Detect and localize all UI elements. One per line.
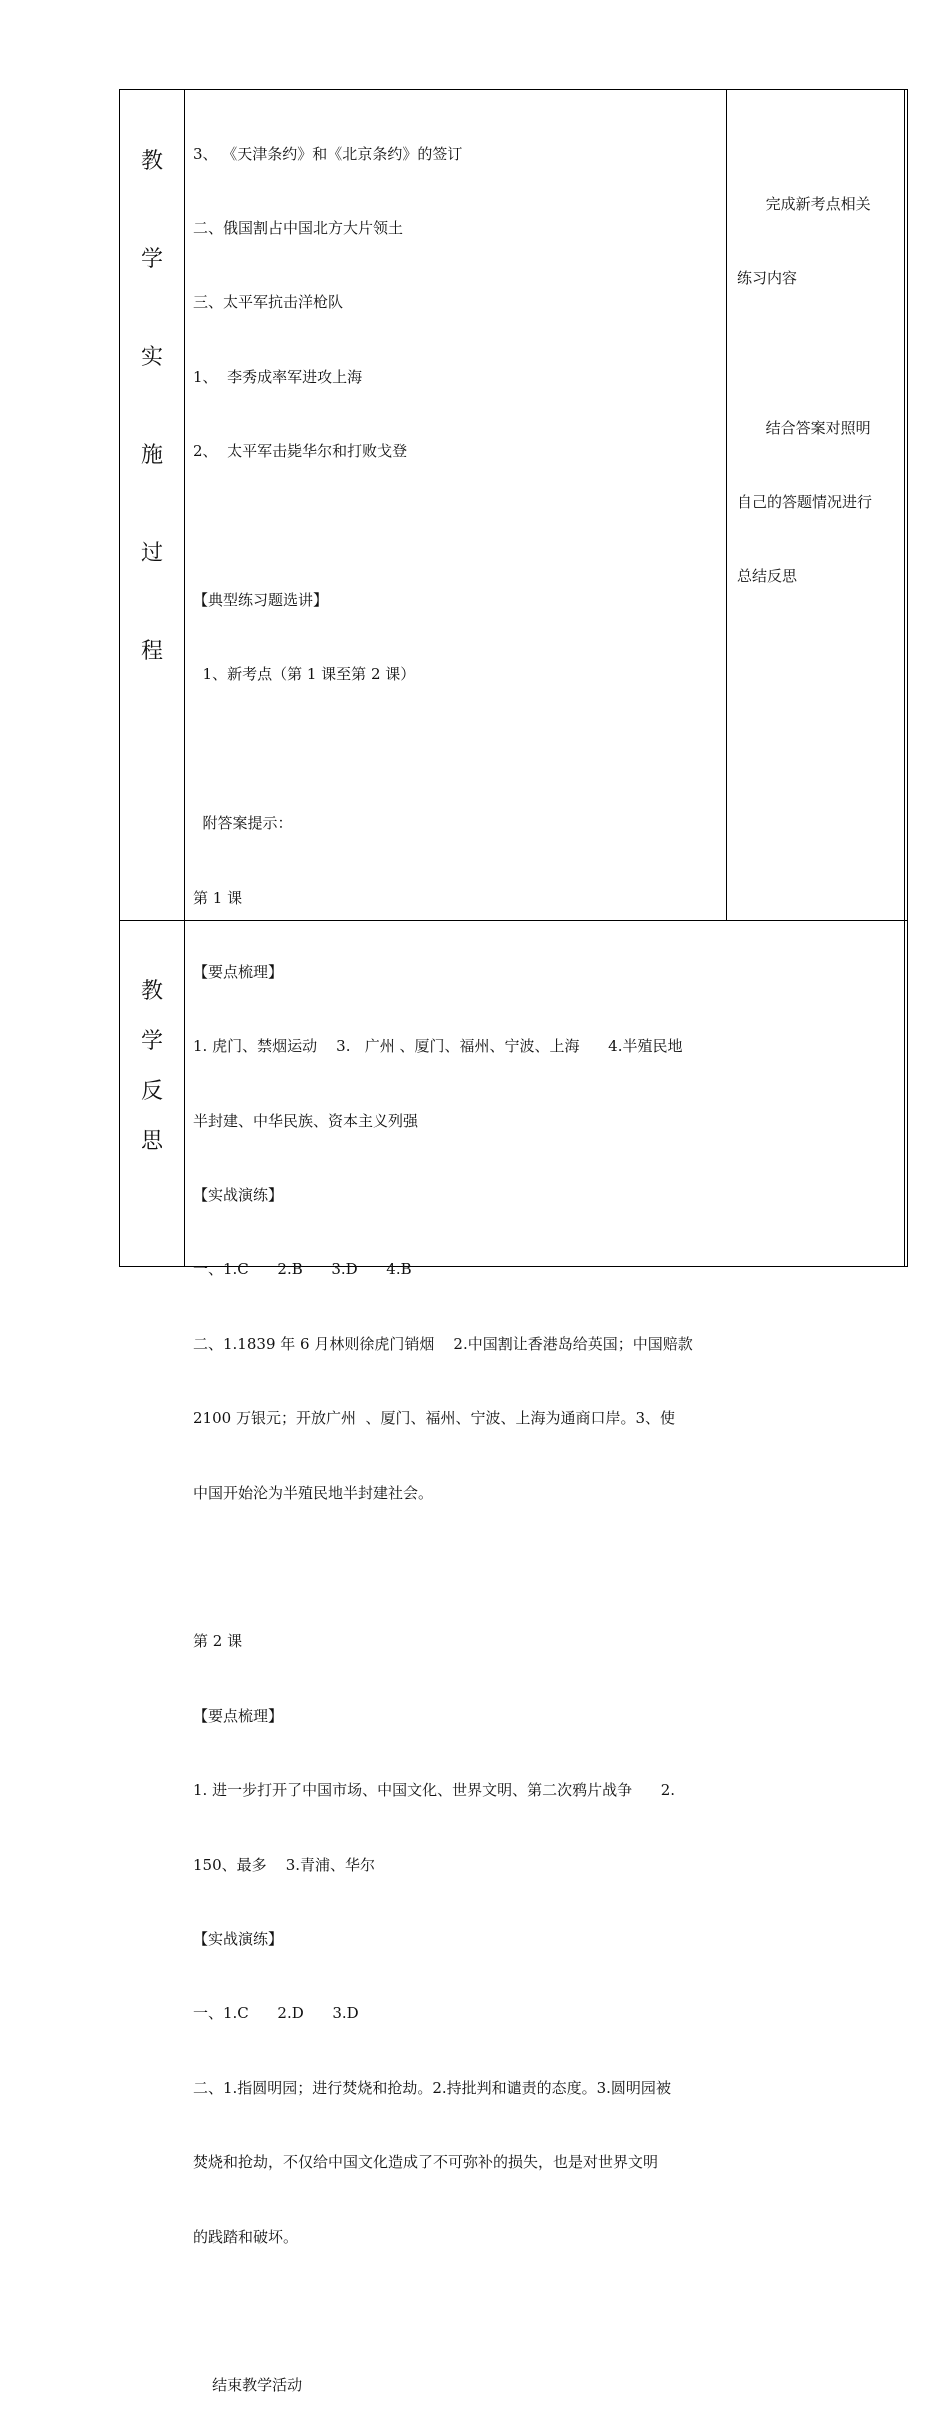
content-line: 第 2 课 [193, 1632, 243, 1651]
label-char: 教 [140, 979, 163, 1004]
side-note-line: 完成新考点相关 [737, 194, 871, 213]
content-line: 1. 进一步打开了中国市场、中国文化、世界文明、第二次鸦片战争 2. [193, 1781, 676, 1800]
label-char: 施 [140, 443, 163, 468]
side-note-exercise [737, 142, 897, 316]
content-line: 1、新考点（第 1 课至第 2 课） [193, 665, 416, 684]
content-line: 二、俄国割占中国北方大片领土 [193, 218, 404, 237]
content-line: 中国开始沦为半殖民地半封建社会。 [193, 1483, 434, 1502]
content-line: 一、1.C 2.B 3.D 4.B [193, 1260, 412, 1279]
label-char: 教 [140, 149, 163, 174]
content-line: 的践踏和破坏。 [193, 2227, 299, 2246]
content-line: 二、1.指圆明园；进行焚烧和抢劫。2.持批判和谴责的态度。3.圆明园被 [193, 2078, 671, 2097]
label-char: 程 [140, 639, 163, 664]
content-line: 1、 李秀成率军进攻上海 [193, 367, 363, 386]
content-line: 一、1.C 2.D 3.D [193, 2004, 359, 2023]
section-label-teaching-process [120, 151, 184, 663]
content-line: 第 1 课 [193, 888, 243, 907]
side-note-line: 练习内容 [737, 268, 798, 287]
label-char: 学 [140, 1029, 163, 1054]
label-char: 过 [140, 541, 163, 566]
content-line: 1. 虎门、禁烟运动 3. 广州 、厦门、福州、宁波、上海 4.半殖民地 [193, 1037, 683, 1056]
side-column-divider [726, 89, 727, 921]
label-char: 实 [140, 345, 163, 370]
label-char: 反 [140, 1079, 163, 1104]
table-right-border-outer [907, 89, 908, 1267]
content-line: 焚烧和抢劫，不仅给中国文化造成了不可弥补的损失，也是对世界文明 [193, 2153, 659, 2172]
content-line: 【实战演练】 [193, 1929, 284, 1948]
label-char: 思 [140, 1129, 163, 1154]
content-line: 附答案提示： [193, 814, 293, 833]
table-top-border [119, 89, 907, 90]
label-char: 学 [140, 247, 163, 272]
content-line: 二、1.1839 年 6 月林则徐虎门销烟 2.中国割让香港岛给英国；中国赔款 [193, 1334, 693, 1353]
content-line: 【典型练习题选讲】 [193, 590, 329, 609]
content-line: 150、最多 3.青浦、华尔 [193, 1855, 376, 1874]
content-line [193, 2299, 721, 2324]
side-note-reflection [737, 366, 897, 614]
content-line: 【要点梳理】 [193, 962, 284, 981]
content-line: 【要点梳理】 [193, 1706, 284, 1725]
content-line [193, 737, 721, 762]
content-line [193, 514, 721, 539]
side-note-line: 自己的答题情况进行 [737, 492, 873, 511]
side-note-line: 结合答案对照明 [737, 418, 871, 437]
content-line: 3、 《天津条约》和《北京条约》的签订 [193, 144, 463, 163]
section-label-teaching-reflection [120, 981, 184, 1153]
reflection-content-cell [186, 922, 903, 1265]
content-line: 【实战演练】 [193, 1186, 284, 1205]
content-line: 结束教学活动 [193, 2376, 303, 2395]
label-column-divider [184, 89, 185, 1267]
content-line: 2100 万银元；开放广州 、厦门、福州、宁波、上海为通商口岸。3、使 [193, 1409, 676, 1428]
side-note-line: 总结反思 [737, 567, 798, 586]
table-right-border [904, 89, 905, 1267]
content-line: 三、太平军抗击洋枪队 [193, 293, 344, 312]
content-line [193, 1555, 721, 1580]
content-line: 2、 太平军击毙华尔和打败戈登 [193, 442, 408, 461]
content-line: 半封建、中华民族、资本主义列强 [193, 1111, 419, 1130]
